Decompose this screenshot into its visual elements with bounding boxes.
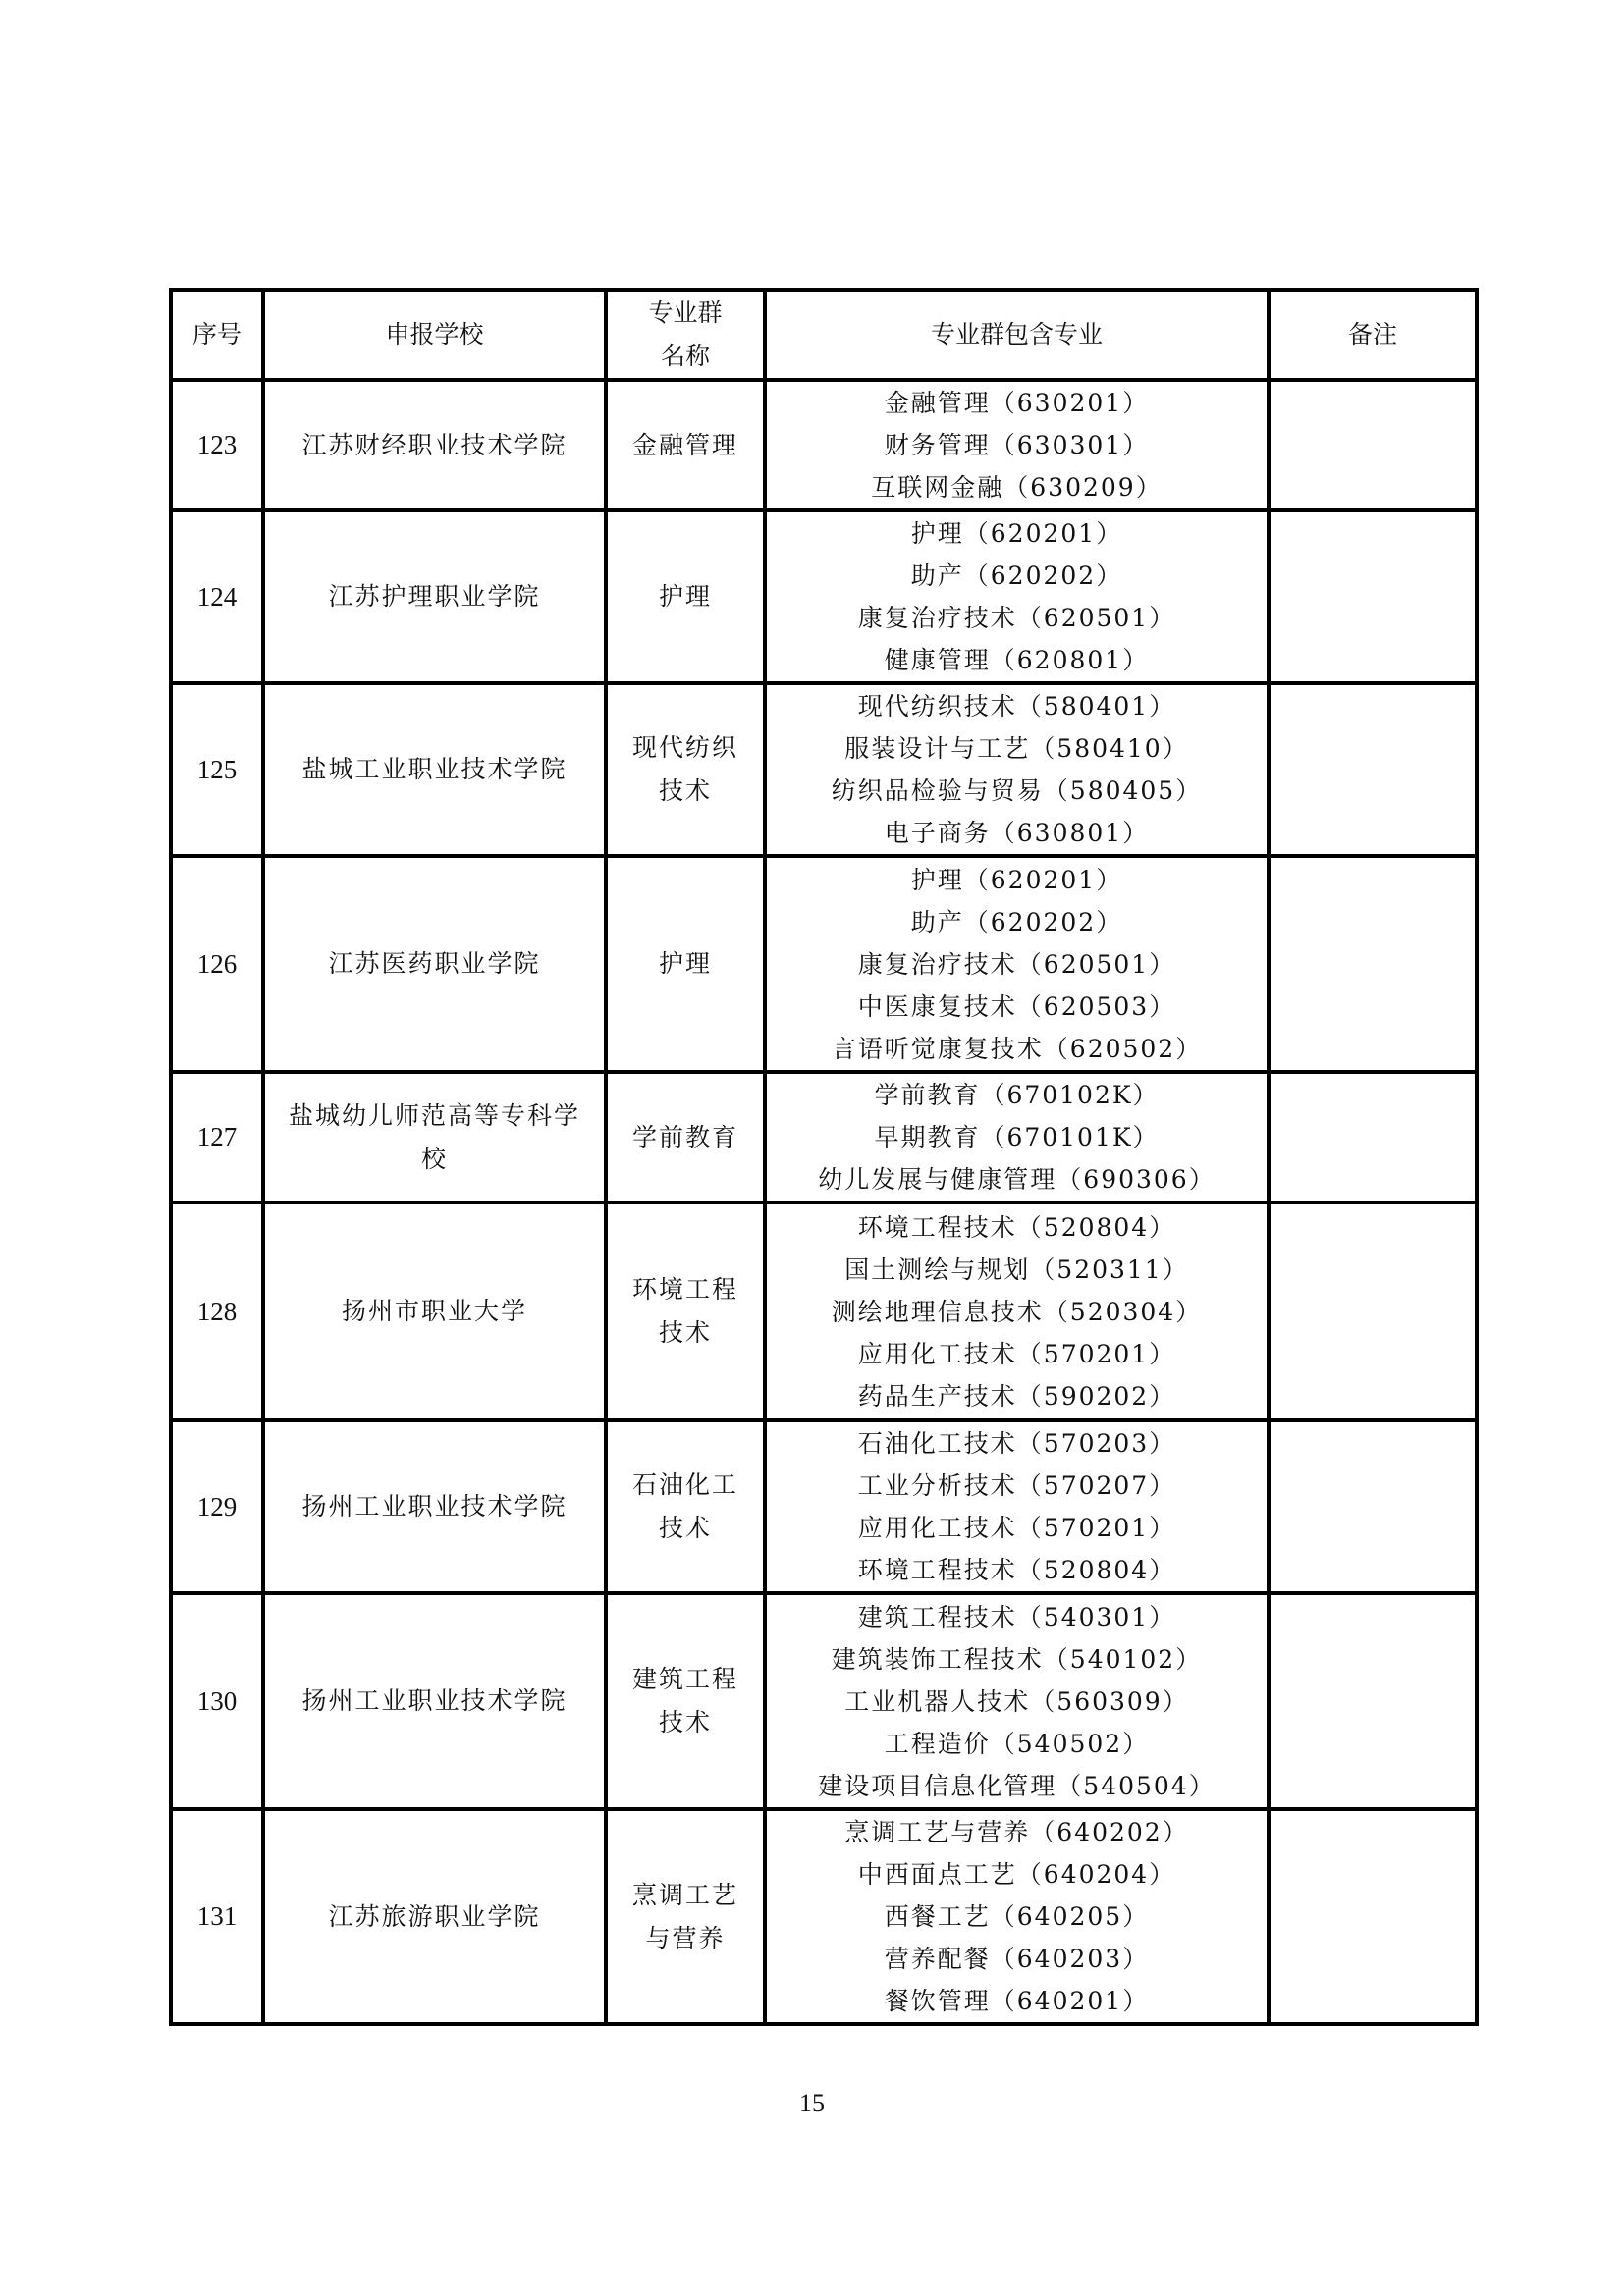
cell-seq: 130 — [171, 1593, 263, 1809]
major-item: 康复治疗技术（620501） — [857, 604, 1176, 632]
major-item: 烹调工艺与营养（640202） — [844, 1818, 1189, 1846]
header-remarks: 备注 — [1269, 290, 1477, 380]
major-item: 早期教育（670101K） — [874, 1123, 1160, 1151]
cell-group-name — [606, 380, 765, 510]
cell-group-name — [606, 1809, 765, 2024]
cell-remarks — [1269, 1202, 1477, 1420]
cell-majors — [765, 856, 1269, 1072]
major-item: 工业分析技术（570207） — [857, 1471, 1176, 1500]
header-seq: 序号 — [171, 290, 263, 380]
cell-school — [263, 1593, 606, 1809]
major-item: 国土测绘与规划（520311） — [844, 1255, 1189, 1284]
cell-seq: 129 — [171, 1420, 263, 1593]
school-name: 江苏财经职业技术学院 — [301, 430, 568, 459]
table-row — [171, 1809, 1477, 2024]
major-item: 石油化工技术（570203） — [857, 1429, 1176, 1458]
cell-seq: 124 — [171, 510, 263, 683]
cell-group-name — [606, 1420, 765, 1593]
major-item: 护理（620201） — [910, 865, 1123, 894]
cell-group-name — [606, 856, 765, 1072]
cell-remarks — [1269, 856, 1477, 1072]
major-item: 言语听觉康复技术（620502） — [831, 1034, 1203, 1063]
major-item: 应用化工技术（570201） — [857, 1514, 1176, 1542]
major-item: 中医康复技术（620503） — [857, 991, 1176, 1021]
major-item: 餐饮管理（640201） — [884, 1987, 1150, 2015]
table-row — [171, 380, 1477, 510]
cell-majors — [765, 1072, 1269, 1202]
cell-majors — [765, 380, 1269, 510]
cell-school — [263, 683, 606, 856]
table-header-row — [171, 290, 1477, 380]
school-name: 江苏医药职业学院 — [328, 949, 541, 978]
cell-group-name — [606, 510, 765, 683]
group-name: 护理 — [658, 949, 712, 978]
major-item: 测绘地理信息技术（520304） — [831, 1297, 1203, 1326]
header-school: 申报学校 — [263, 290, 606, 380]
cell-majors — [765, 1202, 1269, 1420]
cell-seq: 131 — [171, 1809, 263, 2024]
major-item: 西餐工艺（640205） — [884, 1902, 1150, 1931]
major-item: 服装设计与工艺（580410） — [844, 734, 1189, 763]
group-name: 烹调工艺与营养 — [631, 1880, 738, 1952]
major-item: 工程造价（540502） — [884, 1729, 1150, 1758]
cell-school — [263, 1202, 606, 1420]
group-name: 环境工程技术 — [631, 1275, 738, 1347]
group-name: 建筑工程技术 — [631, 1665, 738, 1736]
cell-group-name — [606, 1072, 765, 1202]
major-item: 应用化工技术（570201） — [857, 1339, 1176, 1368]
school-name: 盐城工业职业技术学院 — [301, 755, 568, 783]
group-name: 护理 — [658, 582, 712, 611]
table-row — [171, 683, 1477, 856]
page-number: 15 — [799, 2089, 825, 2117]
cell-school — [263, 1072, 606, 1202]
school-name: 江苏旅游职业学院 — [328, 1901, 541, 1931]
table-row — [171, 856, 1477, 1072]
cell-seq: 127 — [171, 1072, 263, 1202]
major-item: 电子商务（630801） — [884, 819, 1150, 847]
specialty-group-table — [169, 288, 1479, 2026]
major-item: 学前教育（670102K） — [874, 1081, 1160, 1109]
major-item: 助产（620202） — [910, 907, 1123, 936]
major-item: 工业机器人技术（560309） — [844, 1686, 1189, 1716]
header-group-name: 专业群名称 — [606, 290, 765, 380]
cell-seq: 128 — [171, 1202, 263, 1420]
major-item: 纺织品检验与贸易（580405） — [831, 776, 1203, 805]
major-item: 药品生产技术（590202） — [857, 1381, 1176, 1411]
table-row — [171, 510, 1477, 683]
cell-group-name — [606, 1593, 765, 1809]
group-name: 学前教育 — [631, 1122, 738, 1151]
cell-school — [263, 510, 606, 683]
major-item: 建设项目信息化管理（540504） — [818, 1771, 1216, 1800]
table-row — [171, 1593, 1477, 1809]
major-item: 建筑装饰工程技术（540102） — [831, 1644, 1203, 1674]
major-item: 中西面点工艺（640204） — [857, 1860, 1176, 1889]
major-item: 金融管理（630201） — [884, 389, 1150, 417]
school-name: 盐城幼儿师范高等专科学校 — [288, 1100, 580, 1173]
cell-group-name — [606, 683, 765, 856]
cell-seq: 125 — [171, 683, 263, 856]
cell-majors — [765, 683, 1269, 856]
cell-school — [263, 1809, 606, 2024]
major-item: 助产（620202） — [910, 561, 1123, 590]
major-item: 幼儿发展与健康管理（690306） — [818, 1165, 1216, 1194]
major-item: 建筑工程技术（540301） — [857, 1602, 1176, 1631]
group-name: 石油化工技术 — [631, 1470, 738, 1542]
school-name: 扬州市职业大学 — [341, 1297, 527, 1325]
major-item: 康复治疗技术（620501） — [857, 949, 1176, 979]
cell-majors — [765, 1420, 1269, 1593]
cell-remarks — [1269, 510, 1477, 683]
cell-remarks — [1269, 683, 1477, 856]
cell-group-name — [606, 1202, 765, 1420]
cell-seq: 126 — [171, 856, 263, 1072]
major-item: 环境工程技术（520804） — [857, 1556, 1176, 1584]
school-name: 扬州工业职业技术学院 — [301, 1492, 568, 1521]
table-row — [171, 1420, 1477, 1593]
cell-majors — [765, 1593, 1269, 1809]
school-name: 江苏护理职业学院 — [328, 582, 541, 611]
major-item: 营养配餐（640203） — [884, 1945, 1150, 1973]
major-item: 健康管理（620801） — [884, 646, 1150, 674]
school-name: 扬州工业职业技术学院 — [301, 1686, 568, 1715]
major-item: 护理（620201） — [910, 519, 1123, 548]
group-name: 金融管理 — [631, 430, 738, 459]
cell-majors — [765, 1809, 1269, 2024]
major-item: 互联网金融（630209） — [871, 473, 1163, 502]
major-item: 环境工程技术（520804） — [857, 1212, 1176, 1242]
header-majors: 专业群包含专业 — [765, 290, 1269, 380]
cell-remarks — [1269, 1593, 1477, 1809]
group-name: 现代纺织技术 — [631, 733, 738, 805]
major-item: 现代纺织技术（580401） — [857, 692, 1176, 721]
cell-school — [263, 856, 606, 1072]
cell-remarks — [1269, 1420, 1477, 1593]
cell-remarks — [1269, 380, 1477, 510]
cell-school — [263, 380, 606, 510]
major-item: 财务管理（630301） — [884, 431, 1150, 459]
table-row — [171, 1072, 1477, 1202]
cell-school — [263, 1420, 606, 1593]
cell-remarks — [1269, 1809, 1477, 2024]
cell-majors — [765, 510, 1269, 683]
cell-remarks — [1269, 1072, 1477, 1202]
cell-seq: 123 — [171, 380, 263, 510]
table-row — [171, 1202, 1477, 1420]
